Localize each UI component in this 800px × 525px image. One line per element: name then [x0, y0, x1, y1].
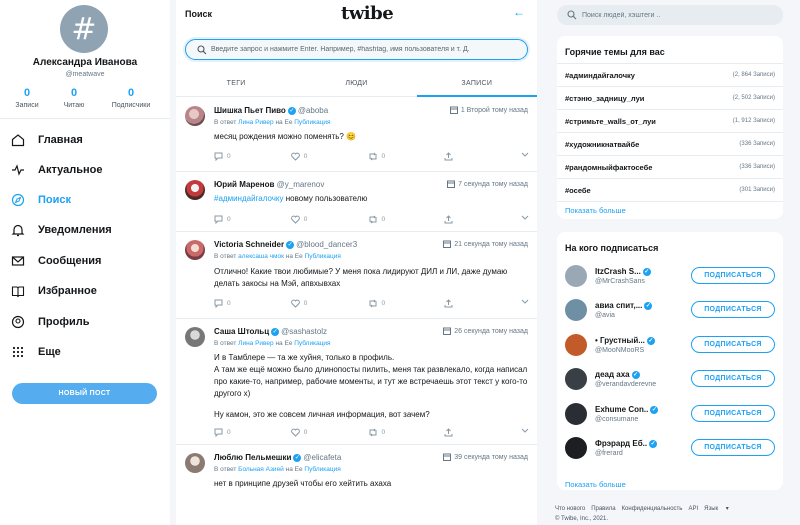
post-header	[214, 453, 341, 462]
left-sidebar	[0, 0, 170, 525]
mail-icon	[10, 253, 26, 269]
search-icon	[567, 10, 577, 20]
comment-icon	[214, 152, 223, 161]
post-time: 1 Второй тому назад	[450, 106, 528, 114]
post[interactable]	[176, 319, 537, 445]
verified-badge-icon: ✓	[644, 268, 650, 275]
calendar-icon	[447, 180, 455, 188]
tab-tags[interactable]: ТЕГИ	[226, 79, 246, 87]
repost-icon	[368, 215, 378, 224]
reply-info: В ответ Больная Азией на Ее Публикация	[214, 466, 341, 473]
profile-icon	[10, 314, 26, 330]
repost-button[interactable]: 0	[368, 215, 445, 224]
nav-profile[interactable]: Профиль	[10, 312, 160, 332]
nav-messages[interactable]: Сообщения	[10, 251, 160, 271]
trend-row[interactable]: #осебе (301 Записи)	[557, 178, 783, 201]
post-author[interactable]: Люблю Пельмешки	[214, 453, 292, 462]
chevron-down-icon[interactable]	[521, 428, 529, 436]
nav-trending[interactable]: Актуальное	[10, 160, 160, 180]
post-time: 21 секунда тому назад	[443, 240, 528, 248]
reply-button[interactable]: 0	[214, 299, 291, 308]
verified-badge-icon: ✓	[287, 241, 293, 248]
stat-following[interactable]: 0 Читаю	[63, 87, 85, 109]
search-input[interactable]	[211, 46, 511, 53]
post-header	[214, 327, 327, 336]
post-text: И в Тамблере — та же хуйня, только в профиль. А там же ещё можно было длинопосты пилить, меня так развлекало, когда написал про какие-то, например, рабочие моменты, и тут же встречаешь этот текст у кого-то другого x) Ну камон, это же совсем личная информация, вот зачем?	[214, 353, 528, 419]
share-button[interactable]	[444, 152, 521, 161]
trend-row[interactable]: #художникнатвайбе (336 Записи)	[557, 132, 783, 155]
comment-icon	[214, 428, 223, 437]
post[interactable]	[176, 445, 537, 525]
follow-button[interactable]: ПОДПИСАТЬСЯ	[691, 301, 775, 318]
verified-badge-icon: ✓	[648, 337, 654, 344]
reply-post-link[interactable]: Публикация	[294, 340, 331, 347]
share-button[interactable]	[444, 215, 521, 224]
repost-icon	[368, 152, 378, 161]
like-button[interactable]: 0	[291, 299, 368, 308]
nav-search[interactable]: Поиск	[10, 190, 160, 210]
profile-handle: @meatwave	[65, 71, 105, 78]
post-text: Отлично! Какие твои любимые? У меня пока лидируют ДИЛ и ЛИ, даже думаю делать закосы на Мэй, апвхывхах	[214, 267, 508, 288]
trend-row[interactable]: #стримьте_walls_от_луи (1, 912 Записи)	[557, 109, 783, 132]
post-author[interactable]: Юрий Маренов	[214, 180, 275, 189]
chevron-down-icon[interactable]	[521, 299, 529, 307]
post-avatar[interactable]	[185, 327, 205, 347]
follow-name[interactable]: Фрэрард Еб.. ✓	[595, 439, 656, 448]
post-text: #админдайгалочку новому пользователю	[214, 194, 368, 203]
post-author[interactable]: Саша Штольц	[214, 327, 270, 336]
avatar[interactable]	[565, 265, 587, 287]
heart-icon	[291, 152, 300, 161]
post-avatar[interactable]	[185, 106, 205, 126]
post-avatar[interactable]	[185, 180, 205, 200]
follow-handle: @frerard	[595, 450, 623, 457]
trend-row[interactable]: #рандомныйфактосебе (336 Записи)	[557, 155, 783, 178]
stat-followers[interactable]: 0 Подписчики	[111, 87, 151, 109]
new-post-button[interactable]: НОВЫЙ ПОСТ	[12, 383, 157, 404]
tab-people[interactable]: ЛЮДИ	[345, 79, 368, 87]
verified-badge-icon: ✓	[294, 454, 300, 461]
profile-name[interactable]: Александра Иванова	[32, 57, 138, 68]
avatar[interactable]	[565, 334, 587, 356]
nav-notifications[interactable]: Уведомления	[10, 220, 160, 240]
post[interactable]	[176, 172, 537, 232]
book-icon	[10, 283, 26, 299]
search-box[interactable]	[185, 39, 528, 60]
footer-link[interactable]: Конфиденциальность	[621, 506, 683, 512]
reply-info: В ответ Лина Ривер на Ее Публикация	[214, 119, 331, 126]
right-sidebar	[545, 0, 800, 525]
bell-icon	[10, 222, 26, 238]
post-handle[interactable]: @elicafeta	[303, 453, 342, 462]
tab-posts[interactable]: ЗАПИСИ	[417, 70, 537, 96]
footer-link[interactable]: Что нового	[555, 506, 586, 512]
main-column	[176, 0, 537, 525]
follow-handle: @MrCrashSans	[595, 278, 645, 285]
heart-icon	[291, 428, 300, 437]
reply-post-link[interactable]: Публикация	[304, 466, 341, 473]
like-button[interactable]: 0	[291, 152, 368, 161]
logo[interactable]: twibe	[341, 3, 394, 24]
heart-icon	[291, 215, 300, 224]
heart-icon	[291, 299, 300, 308]
trends-card	[557, 36, 783, 219]
follow-name[interactable]: • Грустный... ✓	[595, 336, 654, 345]
follow-button[interactable]: ПОДПИСАТЬСЯ	[691, 439, 775, 456]
post-text: нет в принципе друзей чтобы его хейтить ахаха	[214, 479, 392, 488]
show-more-follow[interactable]: Показать больше	[565, 480, 626, 489]
post-time: 26 секунда тому назад	[443, 327, 528, 335]
repost-button[interactable]: 0	[368, 299, 445, 308]
calendar-icon	[450, 106, 458, 114]
page-title: Поиск	[185, 9, 213, 19]
copyright: © Twibe, Inc., 2021.	[555, 516, 609, 522]
avatar[interactable]	[565, 437, 587, 459]
verified-badge-icon: ✓	[651, 406, 657, 413]
follow-name[interactable]: авиа спит,... ✓	[595, 301, 651, 310]
reply-button[interactable]: 0	[214, 152, 291, 161]
follow-handle: @consumane	[595, 416, 639, 423]
chevron-down-icon[interactable]	[521, 215, 529, 223]
trend-row[interactable]: #админдайгалочку (2, 864 Записи)	[557, 63, 783, 86]
reply-user-link[interactable]: Лина Ривер	[238, 340, 274, 347]
avatar[interactable]	[565, 368, 587, 390]
activity-icon	[10, 162, 26, 178]
verified-badge-icon: ✓	[645, 302, 651, 309]
language-dropdown[interactable]: Язык ▾	[704, 506, 729, 512]
follow-button[interactable]: ПОДПИСАТЬСЯ	[691, 405, 775, 422]
who-to-follow-card	[557, 232, 783, 490]
hashtag-link[interactable]: #админдайгалочку	[214, 194, 284, 203]
trends-title: Горячие темы для вас	[565, 47, 665, 57]
calendar-icon	[443, 327, 451, 335]
reply-user-link[interactable]: Больная Азией	[238, 466, 284, 473]
post[interactable]	[176, 232, 537, 319]
post-time: 7 секунда тому назад	[447, 180, 528, 188]
reply-button[interactable]: 0	[214, 215, 291, 224]
like-button[interactable]: 0	[291, 428, 368, 437]
post[interactable]	[176, 98, 537, 172]
follow-suggestion	[565, 298, 775, 324]
search-tabs	[176, 70, 537, 97]
post-handle[interactable]: @y_marenov	[276, 180, 325, 189]
repost-icon	[368, 299, 378, 308]
reply-button[interactable]: 0	[214, 428, 291, 437]
reply-user-link[interactable]: алексаша чмок	[238, 253, 284, 260]
footer-link[interactable]: Правила	[591, 506, 616, 512]
calendar-icon	[443, 240, 451, 248]
post-avatar[interactable]	[185, 453, 205, 473]
avatar[interactable]: #	[60, 5, 108, 53]
post-actions	[214, 213, 529, 225]
reply-post-link[interactable]: Публикация	[304, 253, 341, 260]
verified-badge-icon: ✓	[272, 328, 278, 335]
nav-favorites[interactable]: Избранное	[10, 281, 160, 301]
verified-badge-icon: ✓	[633, 371, 639, 378]
post-handle[interactable]: @sashastolz	[281, 327, 328, 336]
back-arrow-icon[interactable]: ←	[513, 5, 525, 19]
people-search-input[interactable]	[582, 12, 772, 19]
share-button[interactable]	[444, 428, 521, 437]
repost-button[interactable]: 0	[368, 152, 445, 161]
post-header	[214, 106, 328, 115]
divider	[0, 118, 170, 119]
footer-link[interactable]: API	[688, 506, 699, 512]
follow-name[interactable]: Exhume Con.. ✓	[595, 405, 657, 414]
reply-user-link[interactable]: Лина Ривер	[238, 119, 274, 126]
repost-icon	[368, 428, 378, 437]
nav-more[interactable]: Еще	[10, 342, 160, 362]
post-handle[interactable]: @aboba	[297, 106, 329, 115]
post-actions	[214, 426, 529, 438]
share-icon	[444, 299, 453, 308]
search-icon	[197, 45, 207, 55]
post-handle[interactable]: @blood_dancer3	[296, 240, 358, 249]
post-time: 39 секунда тому назад	[443, 453, 528, 461]
like-button[interactable]: 0	[291, 215, 368, 224]
reply-info: В ответ алексаша чмок на Ее Публикация	[214, 253, 341, 260]
follow-suggestion	[565, 367, 775, 393]
calendar-icon	[443, 453, 451, 461]
post-header	[214, 180, 324, 189]
verified-badge-icon: ✓	[650, 440, 656, 447]
follow-button[interactable]: ПОДПИСАТЬСЯ	[691, 370, 775, 387]
reply-info: В ответ Лина Ривер на Ее Публикация	[214, 340, 331, 347]
follow-suggestion	[565, 436, 775, 462]
follow-handle: @avia	[595, 312, 615, 319]
follow-handle: @MooNMooRS	[595, 347, 645, 354]
follow-title: На кого подписаться	[565, 243, 659, 253]
comment-icon	[214, 299, 223, 308]
follow-suggestion	[565, 402, 775, 428]
follow-name[interactable]: ItzCrash S... ✓	[595, 267, 650, 276]
follow-name[interactable]: деад аха ✓	[595, 370, 639, 379]
follow-suggestion	[565, 333, 775, 359]
nav-home[interactable]: Главная	[10, 130, 160, 150]
follow-button[interactable]: ПОДПИСАТЬСЯ	[691, 336, 775, 353]
post-author[interactable]: Шишка Пьет Пиво	[214, 106, 286, 115]
trend-row[interactable]: #стэню_задницу_луи (2, 502 Записи)	[557, 86, 783, 109]
more-grid-icon	[10, 344, 26, 360]
post-author[interactable]: Victoria Schneider	[214, 240, 285, 249]
follow-suggestion	[565, 264, 775, 290]
post-avatar[interactable]	[185, 240, 205, 260]
reply-post-link[interactable]: Публикация	[294, 119, 331, 126]
show-more-trends[interactable]: Показать больше	[557, 201, 783, 219]
share-icon	[444, 215, 453, 224]
chevron-down-icon[interactable]	[521, 152, 529, 160]
repost-button[interactable]: 0	[368, 428, 445, 437]
verified-badge-icon: ✓	[289, 107, 295, 114]
post-actions	[214, 297, 529, 309]
share-icon	[444, 428, 453, 437]
follow-button[interactable]: ПОДПИСАТЬСЯ	[691, 267, 775, 284]
avatar[interactable]	[565, 299, 587, 321]
post-actions	[214, 150, 529, 162]
avatar[interactable]	[565, 403, 587, 425]
post-text: месяц рождения можно поменять? 😊	[214, 132, 357, 141]
stat-posts[interactable]: 0 Записи	[15, 87, 39, 109]
home-icon	[10, 132, 26, 148]
footer-links	[555, 505, 785, 512]
comment-icon	[214, 215, 223, 224]
post-header	[214, 240, 357, 249]
share-button[interactable]	[444, 299, 521, 308]
compass-icon	[10, 192, 26, 208]
share-icon	[444, 152, 453, 161]
people-search[interactable]	[557, 5, 783, 25]
follow-handle: @verandavderevne	[595, 381, 657, 388]
